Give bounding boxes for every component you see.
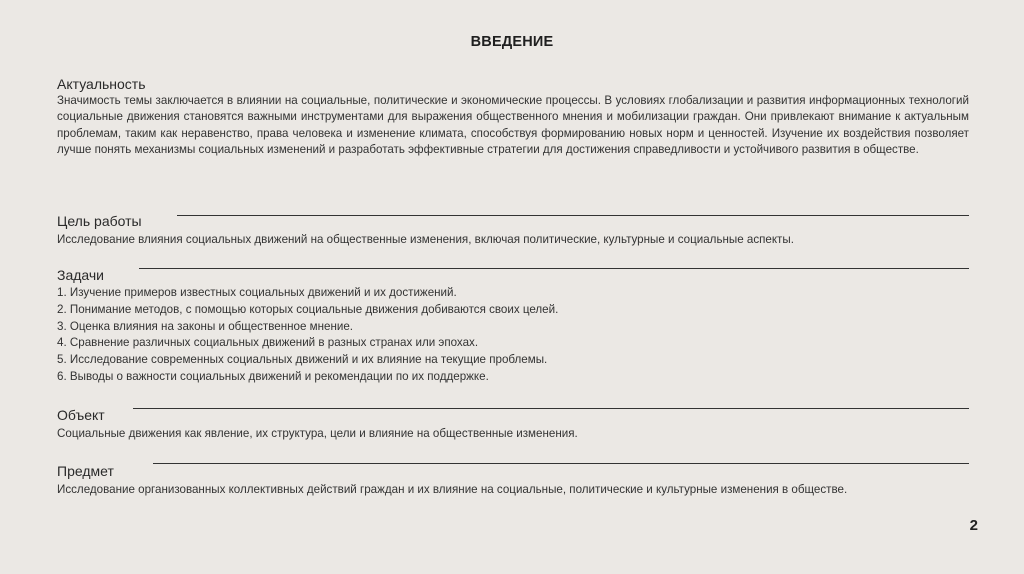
object-divider — [133, 408, 969, 409]
goal-divider — [177, 215, 969, 216]
task-item: 3. Оценка влияния на законы и общественное мнение. — [57, 319, 354, 333]
subject-divider — [153, 463, 969, 464]
subject-heading: Предмет — [57, 463, 114, 479]
tasks-heading: Задачи — [57, 267, 105, 283]
goal-heading: Цель работы — [57, 213, 142, 229]
object-text: Социальные движения как явление, их структура, цели и влияние на общественные изменения. — [57, 427, 578, 440]
tasks-list — [57, 285, 969, 386]
relevance-heading: Актуальность — [57, 76, 146, 92]
tasks-section — [57, 266, 969, 386]
tasks-divider — [139, 268, 969, 269]
subject-text: Исследование организованных коллективных действий граждан и их влияние на социальные, политические и культурные изменения в обществе. — [57, 483, 848, 496]
object-section — [57, 406, 969, 442]
goal-text: Исследование влияния социальных движений на общественные изменения, включая политические, культурные и социальные аспекты. — [57, 233, 794, 246]
task-item: 5. Исследование современных социальных движений и их влияние на текущие проблемы. — [57, 353, 548, 367]
relevance-text: Значимость темы заключается в влиянии на социальные, политические и экономические процессы. В условиях глобализации и развития информационных технологий социальные движения становятся важными инструментами для выражения общественного мнения и мобилизации граждан. Они привлекают внимание к актуальным проблемам, таким как неравенство, права человека и изменение климата, способствуя формированию новых норм и ценностей. Изучение их воздействия позволяет лучше понять механизмы социальных изменений и разработать эффективные стратегии для достижения справедливости и устойчивого развития в обществе. — [57, 94, 969, 157]
goal-section — [57, 212, 969, 248]
page-title: ВВЕДЕНИЕ — [470, 34, 554, 50]
object-heading: Объект — [57, 407, 105, 423]
task-item: 4. Сравнение различных социальных движений в разных странах или эпохах. — [57, 336, 479, 350]
task-item: 6. Выводы о важности социальных движений и рекомендации по их поддержке. — [57, 369, 489, 383]
task-item: 2. Понимание методов, с помощью которых социальные движения добиваются своих целей. — [57, 302, 559, 316]
subject-section — [57, 462, 969, 498]
task-item: 1. Изучение примеров известных социальных движений и их достижений. — [57, 286, 457, 299]
relevance-section — [57, 75, 969, 159]
page-number: 2 — [969, 517, 978, 534]
